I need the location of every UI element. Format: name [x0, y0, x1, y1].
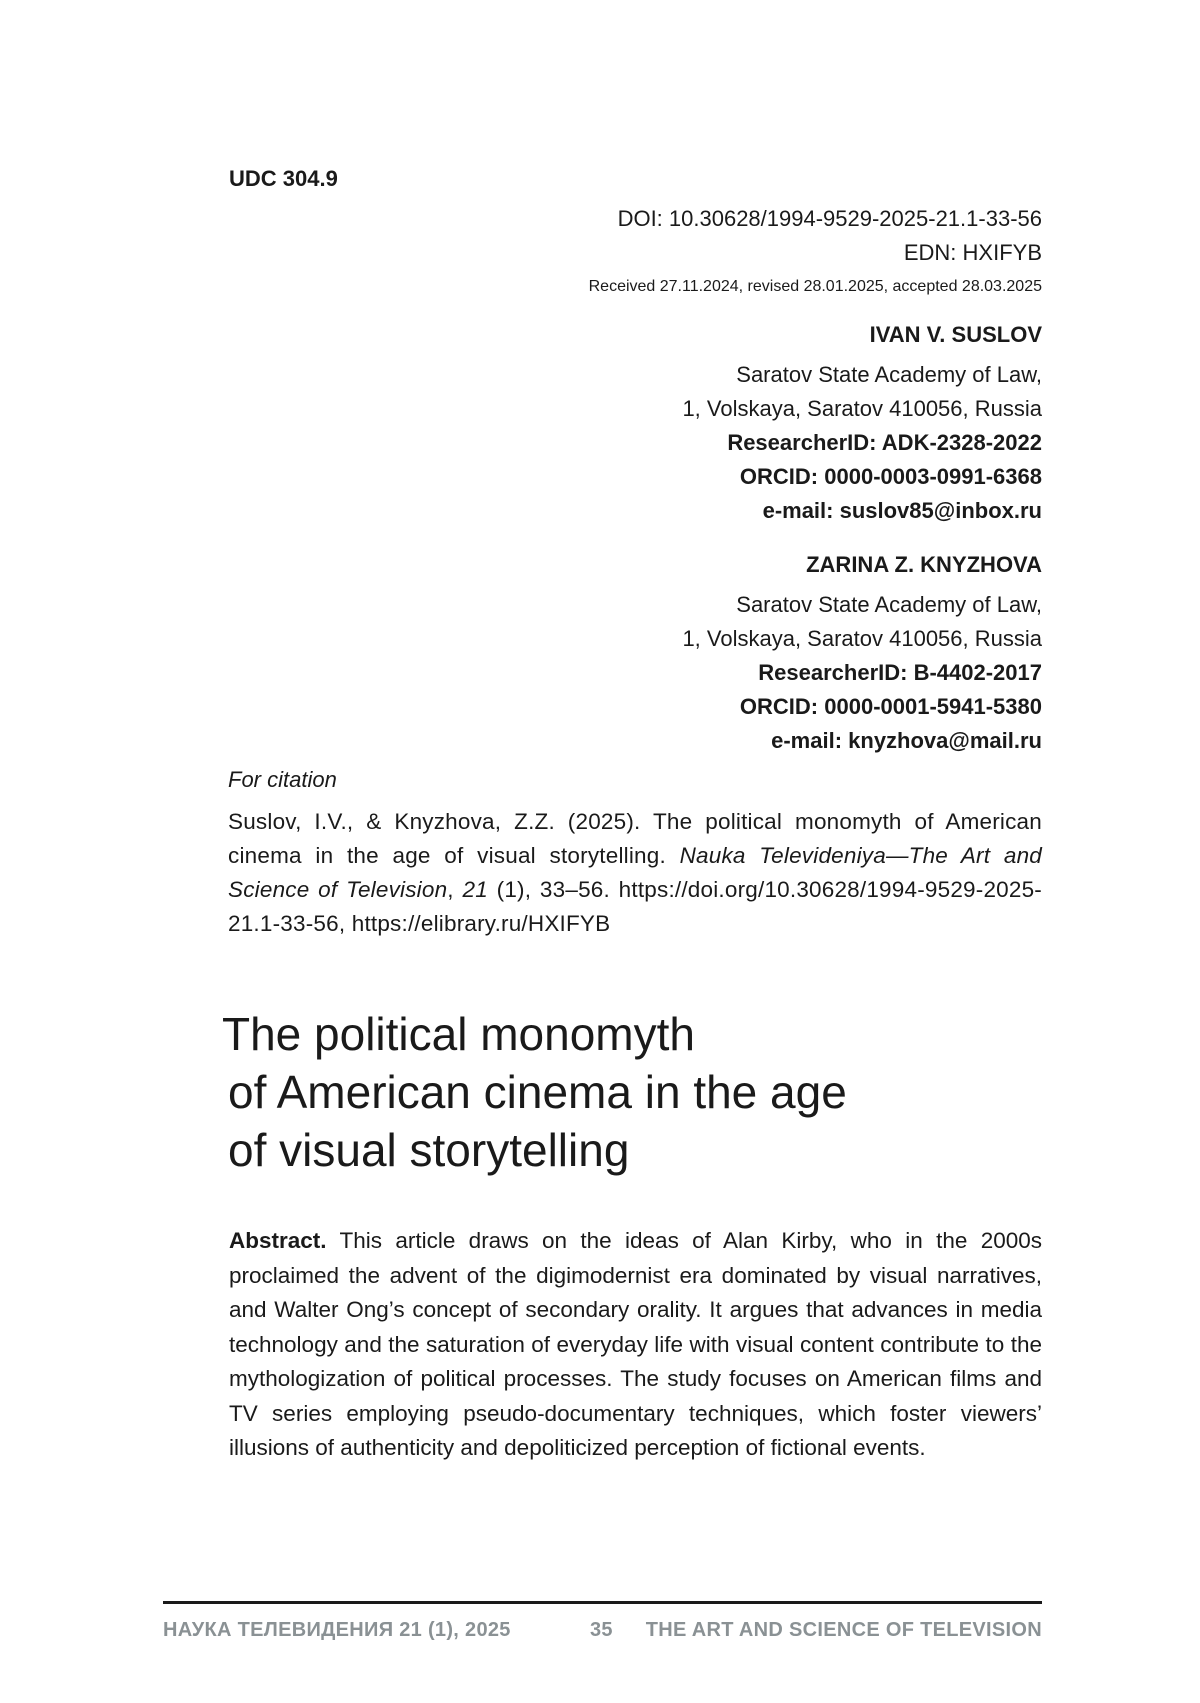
doi: DOI: 10.30628/1994-9529-2025-21.1-33-56: [618, 202, 1042, 236]
author-affiliation: Saratov State Academy of Law,: [682, 358, 1042, 392]
author-name: ZARINA Z. KNYZHOVA: [682, 548, 1042, 582]
author-orcid: ORCID: 0000-0003-0991-6368: [682, 460, 1042, 494]
citation-text: [228, 805, 1042, 941]
author-orcid: ORCID: 0000-0001-5941-5380: [682, 690, 1042, 724]
author-researcher-id: ResearcherID: ADK-2328-2022: [682, 426, 1042, 460]
author-email: e-mail: knyzhova@mail.ru: [682, 724, 1042, 758]
udc-code: UDC 304.9: [229, 166, 338, 192]
footer-journal-ru: НАУКА ТЕЛЕВИДЕНИЯ 21 (1), 2025: [163, 1619, 511, 1642]
title-line-1: The political monomyth: [222, 1005, 1022, 1063]
author-info-1: [682, 318, 1042, 528]
author-address: 1, Volskaya, Saratov 410056, Russia: [682, 392, 1042, 426]
title-line-2: of American cinema in the age: [222, 1063, 1022, 1121]
abstract-text: This article draws on the ideas of Alan Kirby, who in the 2000s proclaimed the advent of the digimodernist era dominated by visual narratives, and Walter Ong’s concept of secondary orality. It argues that advances in media technology and the saturation of everyday life with visual content contribute to the mythologization of political processes. The study focuses on American films and TV series employing pseudo-documentary techniques, which foster viewers’ illusions of authenticity and depoliticized perception of fictional events.: [229, 1228, 1042, 1460]
citation-label: For citation: [228, 767, 337, 793]
author-affiliation: Saratov State Academy of Law,: [682, 588, 1042, 622]
article-title: [222, 1005, 1022, 1179]
footer-divider: [163, 1601, 1042, 1604]
citation-journal: Nauka Televideniya—The Art and Science of Television: [228, 843, 1042, 902]
abstract-label: Abstract.: [229, 1228, 327, 1253]
submission-dates: Received 27.11.2024, revised 28.01.2025, accepted 28.03.2025: [589, 276, 1042, 298]
abstract: [229, 1224, 1042, 1466]
author-name: IVAN V. SUSLOV: [682, 318, 1042, 352]
author-researcher-id: ResearcherID: B-4402-2017: [682, 656, 1042, 690]
citation-part-1: Suslov, I.V., & Knyzhova, Z.Z. (2025). The political monomyth of American cinema in the age of visual storytelling.: [228, 809, 1042, 868]
author-address: 1, Volskaya, Saratov 410056, Russia: [682, 622, 1042, 656]
author-info-2: [682, 548, 1042, 758]
page-number: 35: [590, 1619, 613, 1642]
title-line-3: of visual storytelling: [222, 1121, 1022, 1179]
author-email: e-mail: suslov85@inbox.ru: [682, 494, 1042, 528]
citation-part-2: (1), 33–56. https://doi.org/10.30628/1994-9529-2025-21.1-33-56, https://elibrary.ru/HXIFYB: [228, 877, 1042, 936]
citation-separator: ,: [447, 877, 462, 902]
footer-journal-en: THE ART AND SCIENCE OF TELEVISION: [646, 1619, 1042, 1642]
edn: EDN: HXIFYB: [904, 236, 1042, 270]
article-page: [0, 0, 1200, 1703]
citation-volume: 21: [462, 877, 487, 902]
